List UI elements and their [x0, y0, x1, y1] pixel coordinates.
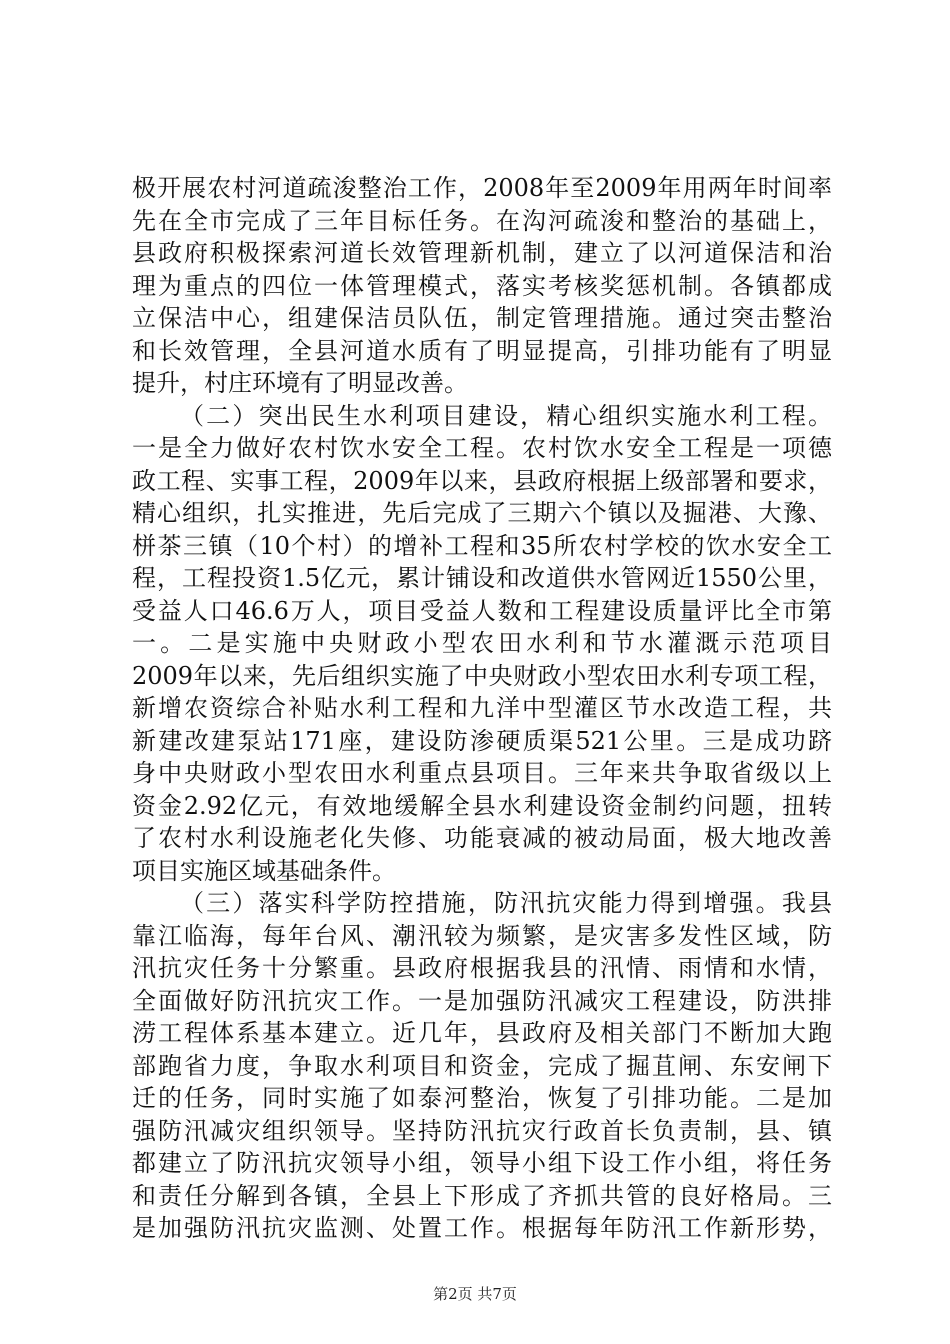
text-line: 政工程、实事工程，2009年以来，县政府根据上级部署和要求，	[132, 466, 832, 495]
text-line: 和责任分解到各镇，全县上下形成了齐抓共管的良好格局。三	[132, 1181, 832, 1210]
text-line: 精心组织，扎实推进，先后完成了三期六个镇以及掘港、大豫、	[132, 499, 832, 527]
text-line: 一是全力做好农村饮水安全工程。农村饮水安全工程是一项德	[132, 434, 832, 462]
text-line: 部跑省力度，争取水利项目和资金，完成了掘苴闸、东安闸下	[132, 1051, 832, 1080]
section-heading-line: （三）落实科学防控措施，防汛抗灾能力得到增强。我县	[180, 889, 832, 917]
text-line: 2009年以来，先后组织实施了中央财政小型农田水利专项工程，	[132, 661, 832, 690]
text-line: 资金2.92亿元，有效地缓解全县水利建设资金制约问题，扭转	[132, 791, 832, 820]
text-line: 和长效管理，全县河道水质有了明显提高，引排功能有了明显	[132, 336, 832, 365]
text-line: 新建改建泵站171座，建设防渗硬质渠521公里。三是成功跻	[132, 726, 832, 755]
text-line: 迁的任务，同时实施了如泰河整治，恢复了引排功能。二是加	[132, 1084, 832, 1112]
text-line: 全面做好防汛抗灾工作。一是加强防汛减灾工程建设，防洪排	[132, 986, 832, 1015]
text-line: 县政府积极探索河道长效管理新机制，建立了以河道保洁和治	[132, 239, 832, 267]
text-line: 项目实施区域基础条件。	[132, 856, 396, 885]
text-line: 立保洁中心，组建保洁员队伍，制定管理措施。通过突击整治	[132, 304, 832, 332]
text-line: 一。二是实施中央财政小型农田水利和节水灌溉示范项目	[132, 629, 832, 657]
text-line: 新增农资综合补贴水利工程和九洋中型灌区节水改造工程，共	[132, 694, 832, 722]
text-line: 程，工程投资1.5亿元，累计铺设和改道供水管网近1550公里，	[132, 564, 832, 592]
text-line: 是加强防汛抗灾监测、处置工作。根据每年防汛工作新形势，	[132, 1214, 832, 1242]
text-line: 极开展农村河道疏浚整治工作，2008年至2009年用两年时间率	[132, 174, 832, 202]
text-line: 汛抗灾任务十分繁重。县政府根据我县的汛情、雨情和水情，	[132, 954, 832, 982]
section-heading-line: （二）突出民生水利项目建设，精心组织实施水利工程。	[180, 401, 832, 430]
text-line: 了农村水利设施老化失修、功能衰减的被动局面，极大地改善	[132, 824, 832, 852]
document-body	[132, 172, 832, 1245]
text-line: 受益人口46.6万人，项目受益人数和工程建设质量评比全市第	[132, 596, 832, 625]
page-footer: 第2页 共7页	[433, 1285, 517, 1303]
text-line: 强防汛减灾组织领导。坚持防汛抗灾行政首长负责制，县、镇	[132, 1116, 832, 1145]
text-line: 都建立了防汛抗灾领导小组，领导小组下设工作小组，将任务	[132, 1149, 832, 1177]
text-line: 栟茶三镇（10个村）的增补工程和35所农村学校的饮水安全工	[132, 531, 832, 560]
text-line: 提升，村庄环境有了明显改善。	[132, 369, 468, 397]
text-line: 理为重点的四位一体管理模式，落实考核奖惩机制。各镇都成	[132, 271, 832, 300]
text-line: 先在全市完成了三年目标任务。在沟河疏浚和整治的基础上，	[132, 206, 832, 235]
text-line: 涝工程体系基本建立。近几年，县政府及相关部门不断加大跑	[132, 1019, 832, 1047]
text-line: 靠江临海，每年台风、潮汛较为频繁，是灾害多发性区域，防	[132, 921, 832, 950]
text-line: 身中央财政小型农田水利重点县项目。三年来共争取省级以上	[132, 759, 832, 787]
